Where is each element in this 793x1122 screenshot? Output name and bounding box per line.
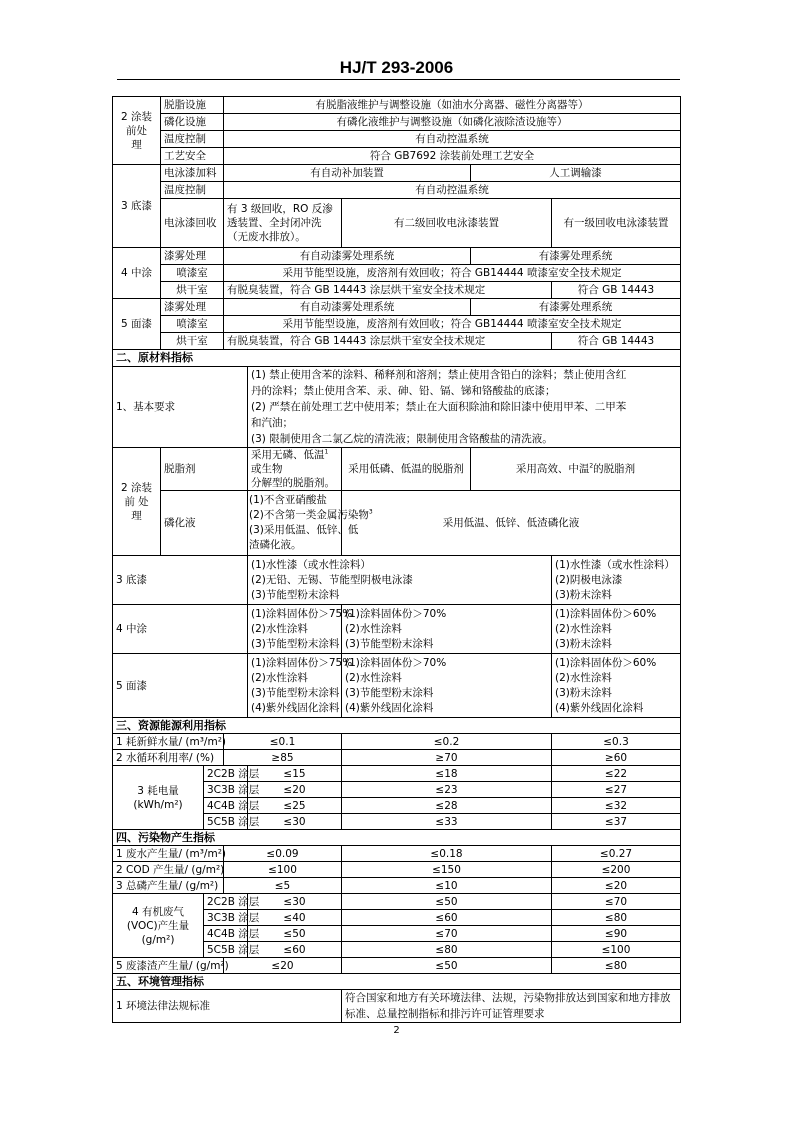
text-line: (1)涂料固体份＞70%: [345, 656, 447, 669]
cell: ≤28: [342, 798, 552, 814]
doc-standard-number: HJ/T 293-2006: [339, 58, 454, 77]
phosphorus-label: 3 总磷产生量/ (g/m²): [113, 878, 224, 894]
text-line: (3)节能型粉末涂料: [345, 686, 434, 699]
cell: ≤27: [552, 782, 681, 798]
text-line: (3)节能型粉末涂料: [251, 637, 340, 650]
text-line: (2)水性涂料: [555, 622, 612, 635]
cell: 有脱脂液维护与调整设施（如油水分离器、磁性分离器等）: [224, 97, 681, 114]
primer-materials-label: 3 底漆: [113, 556, 248, 605]
cell: 温度控制: [161, 131, 224, 148]
text-line-2: [249, 508, 373, 523]
cell: 3C3B 涂层: [204, 782, 248, 798]
text: 采用无磷、低温: [251, 449, 325, 461]
water-recycle-label: 2 水循环利用率/ (%): [113, 750, 224, 766]
env-law-label: 1 环境法律法规标准: [113, 990, 342, 1023]
cell: 2C2B 涂层: [204, 894, 248, 910]
section-heading-raw-materials: 二、原材料指标: [113, 350, 681, 367]
cell: 采用节能型设施，废溶剂有效回收；符合 GB14444 喷漆室安全技术规定: [224, 316, 681, 333]
cell: ≤60: [342, 910, 552, 926]
cell: ≤50: [342, 894, 552, 910]
voc-label: [113, 894, 204, 958]
text: 或生物: [251, 463, 283, 475]
text-line: (3)粉末涂料: [555, 686, 612, 699]
cell: 3C3B 涂层: [204, 910, 248, 926]
cell: 烘干室: [161, 333, 224, 350]
header-rule: [117, 79, 680, 80]
cell: ≤100: [552, 942, 681, 958]
cell: 人工调输漆: [471, 165, 681, 182]
primer-label: 3 底漆: [113, 165, 161, 248]
topcoat-label: 5 面漆: [113, 299, 161, 350]
cell: 有自动漆雾处理系统: [224, 299, 471, 316]
text-line: (2)无铅、无锡、节能型阴极电泳漆: [251, 573, 413, 586]
cell: 有二级回收电泳漆装置: [342, 199, 552, 248]
text-line: (1) 禁止使用含苯的涂料、稀释剂和溶剂；禁止使用含铅白的涂料；禁止使用含红: [251, 369, 627, 381]
cell: 4C4B 涂层: [204, 798, 248, 814]
cell: ≤50: [342, 958, 552, 974]
text-line: (1)涂料固体份＞70%: [345, 607, 447, 620]
text-line: (2) 严禁在前处理工艺中使用苯；禁止在大面积除油和除旧漆中使用甲苯、二甲苯: [251, 401, 627, 413]
text-line: (1)水性漆（或水性涂料）: [251, 558, 371, 571]
cell: ≤15: [248, 766, 342, 782]
cell: 有自动控温系统: [224, 131, 681, 148]
cell: 有漆雾处理系统: [471, 299, 681, 316]
text-line: (2)水性涂料: [345, 622, 402, 635]
cell: ≤0.1: [224, 734, 342, 750]
cell: 采用低温、低锌、低渣磷化液: [342, 491, 681, 556]
phosphating-label: 磷化液: [161, 491, 248, 556]
cod-label: 2 COD 产生量/ (g/m²): [113, 862, 224, 878]
pretreatment-materials-label: 2 涂装 前 处 理: [113, 448, 161, 556]
cell: ≤25: [248, 798, 342, 814]
fresh-water-label: 1 耗新鲜水量/ (m³/m²): [113, 734, 224, 750]
cell: 有自动补加装置: [224, 165, 471, 182]
cell: ≤80: [552, 910, 681, 926]
text-line: (2)水性涂料: [251, 622, 308, 635]
cell: ≤18: [342, 766, 552, 782]
cell: ≤30: [248, 894, 342, 910]
cell: 采用节能型设施，废溶剂有效回收；符合 GB14444 喷漆室安全技术规定: [224, 265, 681, 282]
cell: ≤0.09: [224, 846, 342, 862]
text-line: (1)水性漆（或水性涂料）: [555, 558, 675, 571]
cell: 有漆雾处理系统: [471, 248, 681, 265]
section-heading-env-management: 五、环境管理指标: [113, 974, 681, 990]
cell: 4C4B 涂层: [204, 926, 248, 942]
page-number: 2: [393, 1025, 400, 1036]
cell: 有一级回收电泳漆装置: [552, 199, 681, 248]
cell: 烘干室: [161, 282, 224, 299]
cell: 磷化设施: [161, 114, 224, 131]
text: 分解型的脱脂剂。: [251, 477, 335, 489]
cell: ≤23: [342, 782, 552, 798]
midcoat-label: 4 中涂: [113, 248, 161, 299]
cell: ≤90: [552, 926, 681, 942]
cell: ≤70: [342, 926, 552, 942]
cell: ≤37: [552, 814, 681, 830]
cell: ≥85: [224, 750, 342, 766]
cell: ≤10: [342, 878, 552, 894]
text-line: (1)涂料固体份＞75%: [251, 656, 353, 669]
cell: 有磷化液维护与调整设施（如磷化液除渣设施等）: [224, 114, 681, 131]
text-line: 渣磷化液。: [249, 539, 302, 551]
cell: ≤50: [248, 926, 342, 942]
text-line: (3)粉末涂料: [555, 588, 612, 601]
text-line: (1)涂料固体份＞60%: [555, 656, 657, 669]
cell: 有脱臭装置，符合 GB 14443 涂层烘干室安全技术规定: [224, 333, 552, 350]
cell: ≥60: [552, 750, 681, 766]
text-line: (3)粉末涂料: [555, 637, 612, 650]
text-line: (1)涂料固体份＞60%: [555, 607, 657, 620]
cell: ≤5: [224, 878, 342, 894]
cell: ≤100: [224, 862, 342, 878]
text-line: (3)节能型粉末涂料: [251, 686, 340, 699]
cell: ≤70: [552, 894, 681, 910]
text: 采用高效、中温: [515, 463, 590, 475]
cell: ≥70: [342, 750, 552, 766]
basic-requirements-label: 1、基本要求: [113, 367, 248, 448]
degreaser-requirement-1: [248, 448, 342, 491]
text-line: (g/m²): [141, 933, 175, 946]
cell: 漆雾处理: [161, 248, 224, 265]
cell: 漆雾处理: [161, 299, 224, 316]
env-law-text: 符合国家和地方有关环境法律、法规，污染物排放达到国家和地方排放标准、总量控制指标和排污许可证管理要求: [342, 990, 681, 1023]
text-line: (2)阴极电泳漆: [555, 573, 623, 586]
cell: ≤22: [552, 766, 681, 782]
cell: 5C5B 涂层: [204, 814, 248, 830]
cell: 喷漆室: [161, 316, 224, 333]
electricity-label: [113, 766, 204, 830]
cell: 2C2B 涂层: [204, 766, 248, 782]
cell: 符合 GB7692 涂装前处理工艺安全: [224, 148, 681, 165]
cell: ≤20: [248, 782, 342, 798]
paint-residue-label: 5 废漆渣产生量/ (g/m²): [113, 958, 224, 974]
midcoat-materials-label: 4 中涂: [113, 605, 248, 654]
section-heading-resources: 三、资源能源利用指标: [113, 718, 681, 734]
text-line: (VOC)产生量: [126, 919, 190, 932]
text-line: (2)水性涂料: [555, 671, 612, 684]
footnote-mark: 2: [589, 462, 594, 470]
text-line: 丹的涂料；禁止使用含苯、汞、砷、铅、镉、锑和铬酸盐的底漆；: [251, 385, 556, 397]
cell: ≤150: [342, 862, 552, 878]
text-line: (4)紫外线固化涂料: [345, 701, 434, 714]
text-line: 和汽油；: [251, 417, 293, 429]
pretreat-equipment-label: 2 涂装 前处 理: [113, 97, 161, 165]
cell: 采用低磷、低温的脱脂剂: [342, 448, 471, 491]
cell: 符合 GB 14443: [552, 333, 681, 350]
text-line: (kWh/m²): [133, 798, 183, 811]
text: 的脱脂剂: [593, 463, 636, 475]
text-line: (3) 限制使用含二氯乙烷的清洗液；限制使用含铬酸盐的清洗液。: [251, 433, 553, 445]
text-line: (1)不含亚硝酸盐: [249, 494, 327, 506]
text: (2)不含第一类金属污染物: [249, 509, 369, 521]
cell: 喷漆室: [161, 265, 224, 282]
degreaser-label: 脱脂剂: [161, 448, 248, 491]
text-line: 4 有机废气: [131, 905, 185, 918]
cleaner-production-table: [112, 96, 681, 1023]
cell: ≤30: [248, 814, 342, 830]
cell: ≤20: [552, 878, 681, 894]
cell: ≤33: [342, 814, 552, 830]
cell: 有自动漆雾处理系统: [224, 248, 471, 265]
cell: 电泳漆加料: [161, 165, 224, 182]
wastewater-label: 1 废水产生量/ (m³/m²): [113, 846, 224, 862]
cell: 工艺安全: [161, 148, 224, 165]
footnote-mark: 1: [324, 448, 329, 456]
cell: 有 3 级回收，RO 反渗透装置、全封闭冲洗（无废水排放）。: [224, 199, 342, 248]
cell: 电泳漆回收: [161, 199, 224, 248]
cell: 符合 GB 14443: [552, 282, 681, 299]
text-line: (3)节能型粉末涂料: [345, 637, 434, 650]
cell: 有自动控温系统: [224, 182, 681, 199]
text-line: 3 耗电量: [137, 784, 179, 797]
cell: ≤20: [224, 958, 342, 974]
cell: ≤0.2: [342, 734, 552, 750]
cell: ≤32: [552, 798, 681, 814]
text-line: (1)涂料固体份＞75%: [251, 607, 353, 620]
cell: ≤40: [248, 910, 342, 926]
text-line: (2)水性涂料: [251, 671, 308, 684]
cell: ≤0.27: [552, 846, 681, 862]
text-line: (3)节能型粉末涂料: [251, 588, 340, 601]
cell: 有脱臭装置，符合 GB 14443 涂层烘干室安全技术规定: [224, 282, 552, 299]
cell: ≤0.3: [552, 734, 681, 750]
cell: 5C5B 涂层: [204, 942, 248, 958]
text-line: (3)采用低温、低锌、低: [249, 524, 359, 536]
topcoat-materials-label: 5 面漆: [113, 654, 248, 718]
cell: ≤80: [342, 942, 552, 958]
cell: ≤80: [552, 958, 681, 974]
cell: ≤0.18: [342, 846, 552, 862]
degreaser-requirement-3: [471, 448, 681, 491]
cell: 温度控制: [161, 182, 224, 199]
cell: 脱脂设施: [161, 97, 224, 114]
footnote-mark: 3: [368, 508, 373, 516]
text-line: (4)紫外线固化涂料: [251, 701, 340, 714]
section-heading-pollutants: 四、污染物产生指标: [113, 830, 681, 846]
text-line: (2)水性涂料: [345, 671, 402, 684]
text-line: (4)紫外线固化涂料: [555, 701, 644, 714]
cell: ≤60: [248, 942, 342, 958]
cell: ≤200: [552, 862, 681, 878]
